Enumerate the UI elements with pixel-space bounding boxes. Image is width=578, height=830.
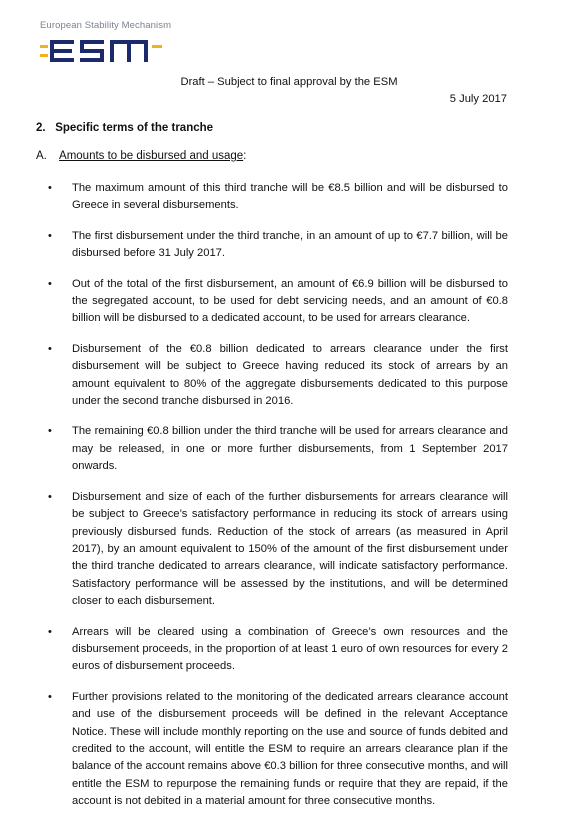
list-item-text: Disbursement of the €0.8 billion dedicated to arrears clearance under the first disbursement will be subject to Greece having reduced its stock of arrears by an amount equivalent to 80% of the aggregate disbursements dedicated to this purpose under the second tranche disbursed in 2016.	[72, 342, 508, 408]
list-item-text: Further provisions related to the monitoring of the dedicated arrears clearance account and use of the disbursement proceeds will be defined in the relevant Acceptance Notice. These will include monthly reporting on the use and source of funds debited and credited to the account, will entitle the ESM to require an arrears clearance plan if the balance of the account remains above €0.3 billion for three consecutive months, and will entitle the ESM to repurpose the remaining funds or require that they are repaid, if the account is not debited in a material amount for three consecutive months.	[72, 690, 508, 808]
subsection-letter: A.	[36, 150, 47, 162]
section-title: Specific terms of the tranche	[55, 122, 214, 134]
list-item-text: The first disbursement under the third tranche, in an amount of up to €7.7 billion, will be disbursed before 31 July 2017.	[72, 229, 508, 260]
bullet-marker: •	[48, 490, 52, 503]
list-item-text: The maximum amount of this third tranche will be €8.5 billion and will be disbursed to Greece in several disbursements.	[72, 182, 508, 212]
list-item-text: Out of the total of the first disbursement, an amount of €6.9 billion will be disbursed to the segregated account, to be used for debt servicing needs, and an amount of €0.8 billion will be disbursed to a dedicated account, to be used for arrears clearance.	[72, 277, 508, 325]
list-item-text: The remaining €0.8 billion under the third tranche will be used for arrears clearance and may be released, in one or more further disbursements, from 1 September 2017 onwards.	[72, 425, 508, 473]
document-date: 5 July 2017	[449, 93, 507, 105]
draft-notice: Draft – Subject to final approval by the ESM	[180, 76, 398, 88]
subsection-heading	[36, 150, 246, 162]
bullet-marker: •	[48, 342, 52, 355]
subsection-suffix: :	[243, 150, 247, 162]
subsection-title: Amounts to be disbursed and usage	[59, 150, 244, 162]
tranche-terms-list	[48, 180, 508, 824]
bullet-marker: •	[48, 625, 52, 638]
section-number: 2.	[36, 122, 46, 134]
list-item-text: Arrears will be cleared using a combination of Greece’s own resources and the disbursement proceeds, in the proportion of at least 1 euro of own resources for every 2 euros of disbursement proceeds.	[72, 625, 508, 673]
list-item	[48, 423, 508, 475]
list-item	[48, 276, 508, 328]
list-item	[48, 180, 508, 215]
list-item	[48, 624, 508, 676]
organisation-tagline: European Stability Mechanism	[40, 20, 172, 31]
bullet-marker: •	[48, 182, 52, 194]
list-item	[48, 341, 508, 411]
bullet-marker: •	[48, 690, 52, 703]
section-heading	[36, 122, 213, 134]
bullet-marker: •	[48, 425, 52, 438]
list-item-text: Disbursement and size of each of the further disbursements for arrears clearance will be subject to Greece’s satisfactory performance in reducing its stock of arrears using previously disbursed funds. Reduction of the stock of arrears (as measured in April 2017), by an amount equivalent to 150% of the amount of the first disbursement under the third tranche dedicated to arrears clearance, will indicate satisfactory performance. Satisfactory performance will be assessed by the institutions, and will be determined closer to each disbursement.	[72, 490, 508, 608]
list-item	[48, 689, 508, 811]
bullet-marker: •	[48, 277, 52, 290]
bullet-marker: •	[48, 229, 52, 242]
list-item	[48, 489, 508, 611]
list-item	[48, 228, 508, 263]
esm-logo	[40, 34, 172, 68]
